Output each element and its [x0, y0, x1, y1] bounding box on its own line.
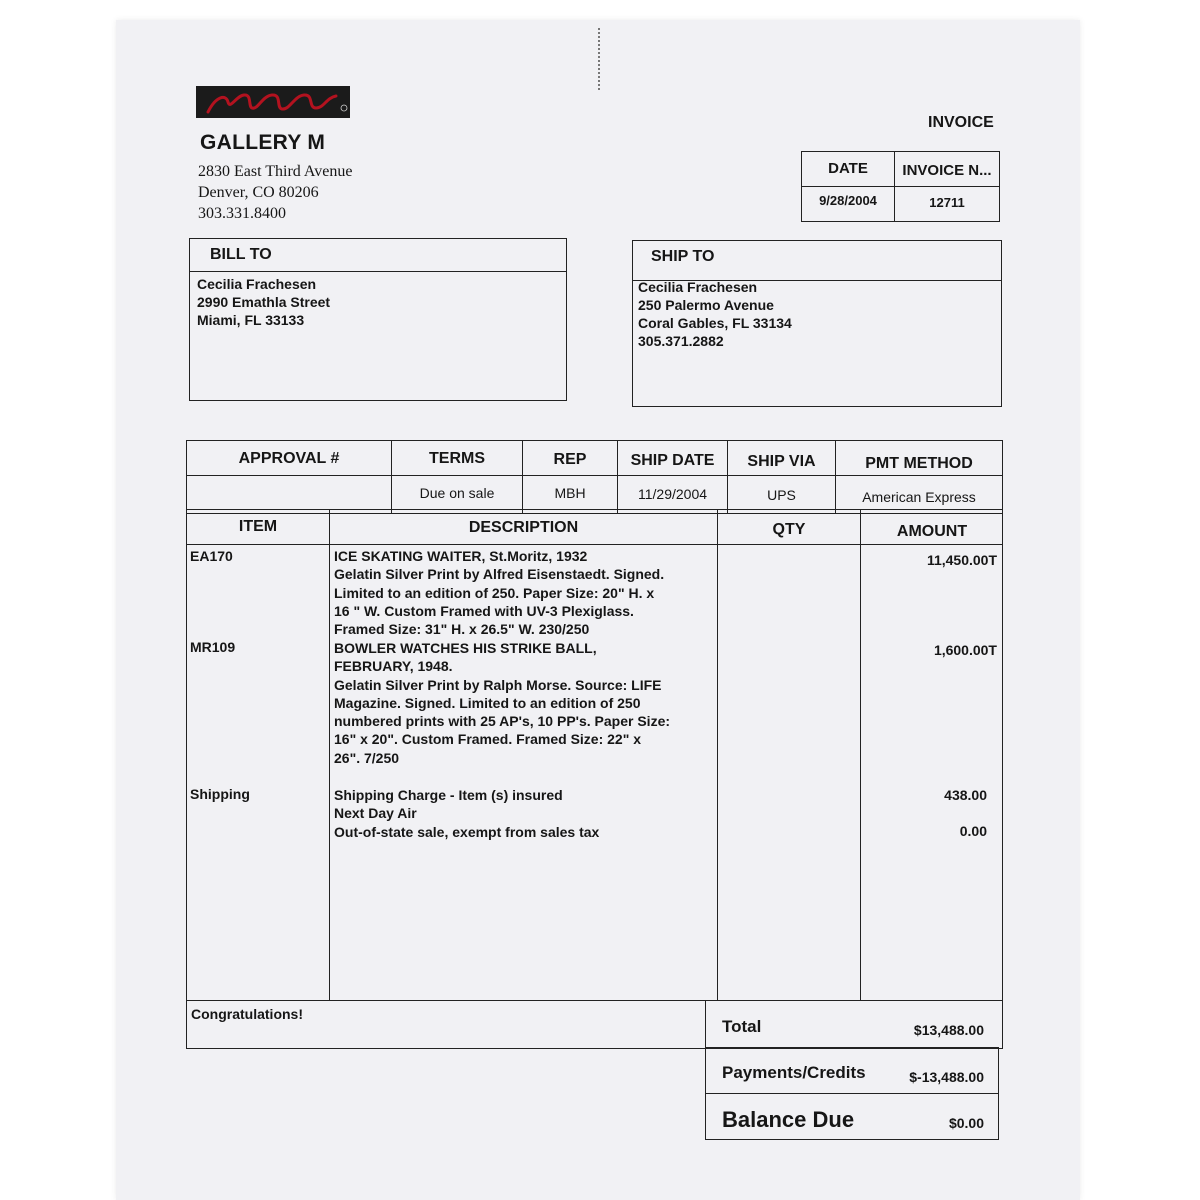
ship-date-header: SHIP DATE [630, 452, 715, 469]
ship-to-line: 250 Palermo Avenue [638, 297, 774, 313]
description-line: Gelatin Silver Print by Ralph Morse. Source: LIFE [334, 676, 662, 693]
total-label: Total [722, 1017, 762, 1036]
divider [705, 1139, 999, 1140]
balance-due-value: $0.00 [948, 1115, 984, 1131]
bill-to-label: BILL TO [210, 246, 272, 263]
divider [705, 1047, 999, 1048]
gallery-logo [196, 86, 350, 118]
rep-header: REP [553, 451, 587, 468]
description-line: 16 " W. Custom Framed with UV-3 Plexiglass. [334, 602, 634, 619]
bill-to-line: Cecilia Frachesen [197, 276, 317, 292]
divider [727, 440, 728, 514]
bill-to-line: 2990 Emathla Street [197, 294, 331, 310]
footer-message: Congratulations! [191, 1006, 303, 1022]
divider [717, 509, 718, 1001]
description-line: Out-of-state sale, exempt from sales tax [334, 824, 600, 840]
divider [705, 1093, 999, 1094]
description-line: ICE SKATING WAITER, St.Moritz, 1932 [334, 548, 588, 564]
divider [186, 475, 1003, 476]
divider [801, 186, 1000, 187]
item-amount: 11,450.00T [926, 552, 997, 568]
ship-to-address [638, 278, 792, 350]
item-description [334, 639, 670, 767]
rep-value: MBH [554, 485, 586, 501]
payments-label: Payments/Credits [722, 1063, 866, 1082]
terms-header: TERMS [429, 450, 485, 467]
divider [860, 509, 861, 1001]
description-header: DESCRIPTION [468, 519, 579, 536]
description-line: Limited to an edition of 250. Paper Size: 20" H. x [334, 584, 655, 601]
divider [705, 1000, 706, 1140]
bill-to-line: Miami, FL 33133 [197, 312, 305, 328]
date-header: DATE [828, 160, 868, 177]
invoice-number: 12711 [929, 195, 965, 210]
document-title: INVOICE [928, 114, 994, 131]
ship-via-header: SHIP VIA [747, 453, 816, 470]
qty-header: QTY [772, 521, 806, 538]
divider [329, 509, 330, 1001]
company-name: GALLERY M [200, 131, 326, 154]
ship-via-value: UPS [767, 487, 796, 503]
item-description [334, 823, 599, 841]
company-address-line: 2830 East Third Avenue [198, 163, 353, 180]
bill-to-address [197, 275, 330, 329]
divider [186, 1000, 1003, 1001]
divider [617, 440, 618, 514]
item-amount: 1,600.00T [933, 642, 997, 658]
description-line: 16" x 20". Custom Framed. Framed Size: 22" x [334, 731, 642, 748]
item-description [334, 547, 664, 638]
item-amount: 0.00 [959, 823, 987, 839]
description-line: Next Day Air [334, 805, 417, 822]
item-code: MR109 [190, 639, 236, 655]
approval-header: APPROVAL # [238, 450, 340, 467]
description-line: BOWLER WATCHES HIS STRIKE BALL, [334, 640, 597, 656]
terms-value: Due on sale [419, 485, 495, 501]
ship-to-line: Cecilia Frachesen [638, 279, 758, 295]
divider [189, 271, 567, 272]
pmt-method-value: American Express [862, 489, 976, 505]
invoice-date: 9/28/2004 [819, 193, 877, 208]
description-line: 26". 7/250 [334, 749, 400, 766]
amount-header: AMOUNT [896, 523, 968, 540]
payments-value: $-13,488.00 [909, 1069, 984, 1085]
company-phone: 303.331.8400 [198, 205, 286, 222]
divider [998, 1047, 999, 1140]
ship-to-line: Coral Gables, FL 33134 [638, 315, 792, 331]
description-line: Framed Size: 31" H. x 26.5" W. 230/250 [334, 621, 590, 638]
description-line: Magazine. Signed. Limited to an edition of 250 [334, 694, 641, 711]
item-amount: 438.00 [944, 787, 987, 803]
invoice-number-header: INVOICE N... [902, 162, 992, 179]
divider [522, 440, 523, 514]
balance-due-label: Balance Due [722, 1107, 855, 1132]
description-line: Shipping Charge - Item (s) insured [334, 787, 563, 803]
item-code: EA170 [190, 548, 233, 564]
item-description [334, 786, 563, 823]
item-header: ITEM [238, 518, 278, 535]
divider [835, 440, 836, 514]
divider [894, 151, 895, 222]
description-line: FEBRUARY, 1948. [334, 658, 453, 675]
divider [186, 544, 1003, 545]
description-line: Gelatin Silver Print by Alfred Eisenstaedt. Signed. [334, 566, 665, 583]
ship-date-value: 11/29/2004 [637, 486, 708, 502]
ship-to-phone: 305.371.2882 [638, 333, 724, 349]
description-line: numbered prints with 25 AP's, 10 PP's. Paper Size: [334, 713, 671, 730]
company-address-line: Denver, CO 80206 [198, 184, 319, 201]
ship-to-label: SHIP TO [651, 248, 715, 265]
total-value: $13,488.00 [913, 1022, 984, 1038]
item-code: Shipping [190, 786, 250, 802]
fold-mark [598, 28, 600, 90]
pmt-method-header: PMT METHOD [865, 455, 973, 472]
divider [391, 440, 392, 514]
